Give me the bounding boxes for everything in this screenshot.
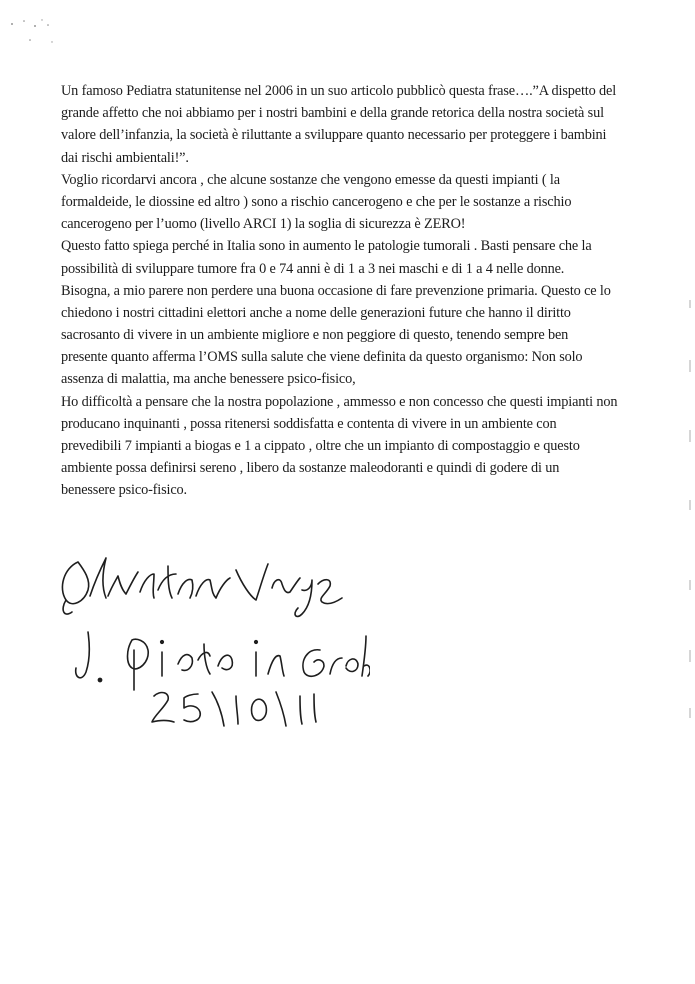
text-line: sacrosanto di vivere in un ambiente migliore e non peggiore di questo, tenendo sempre ben: [61, 327, 569, 344]
text-line: presente quanto afferma l’OMS sulla salute che viene definita da questo organismo: Non solo: [61, 349, 583, 366]
text-line: ambiente possa definirsi sereno , libero da sostanze maleodoranti e quindi di godere di un: [61, 460, 560, 477]
letter-body: [61, 80, 661, 502]
text-line: Voglio ricordarvi ancora , che alcune sostanze che vengono emesse da questi impianti ( la: [61, 171, 560, 188]
text-line: chiedono i nostri cittadini elettori anche a nome delle generazioni future che hanno il diritto: [61, 304, 571, 321]
scan-artifact: [8, 12, 68, 52]
text-line: benessere psico-fisico.: [61, 482, 187, 499]
text-line: valore dell’infanzia, la società è riluttante a sviluppare quanto necessario per proteggere i bambini: [61, 127, 607, 144]
text-line: prevedibili 7 impianti a biogas e 1 a cippato , oltre che un impianto di compostaggio e questo: [61, 438, 580, 454]
text-line: formaldeide, le diossine ed altro ) sono a rischio cancerogeno e che per le sostanze a rischio: [61, 193, 572, 210]
text-line: dai rischi ambientali!”.: [61, 149, 189, 166]
text-line: Questo fatto spiega perché in Italia sono in aumento le patologie tumorali . Basti pensare che la: [61, 238, 592, 255]
text-line: possibilità di sviluppare tumore fra 0 e 74 anni è di 1 a 3 nei maschi e di 1 a 4 nelle donne.: [61, 260, 565, 277]
text-line: producano inquinanti , possa ritenersi soddisfatta e contenta di vivere in un ambiente con: [61, 415, 557, 432]
text-line: Bisogna, a mio parere non perdere una buona occasione di fare prevenzione primaria. Questo ce lo: [61, 282, 611, 299]
text-line: grande affetto che noi abbiamo per i nostri bambini e della grande retorica della nostra società sul: [61, 105, 604, 122]
scan-edge-marks: [685, 300, 695, 720]
text-line: Ho difficoltà a pensare che la nostra popolazione , ammesso e non concesso che questi impianti non: [61, 393, 618, 410]
text-line: Un famoso Pediatra statunitense nel 2006 in un suo articolo pubblicò questa frase….”A dispetto del: [61, 83, 617, 99]
text-line: assenza di malattia, ma anche benessere psico-fisico,: [61, 371, 356, 388]
text-line: cancerogeno per l’uomo (livello ARCI 1) la soglia di sicurezza è ZERO!: [61, 216, 466, 233]
handwritten-signature: [50, 540, 370, 740]
